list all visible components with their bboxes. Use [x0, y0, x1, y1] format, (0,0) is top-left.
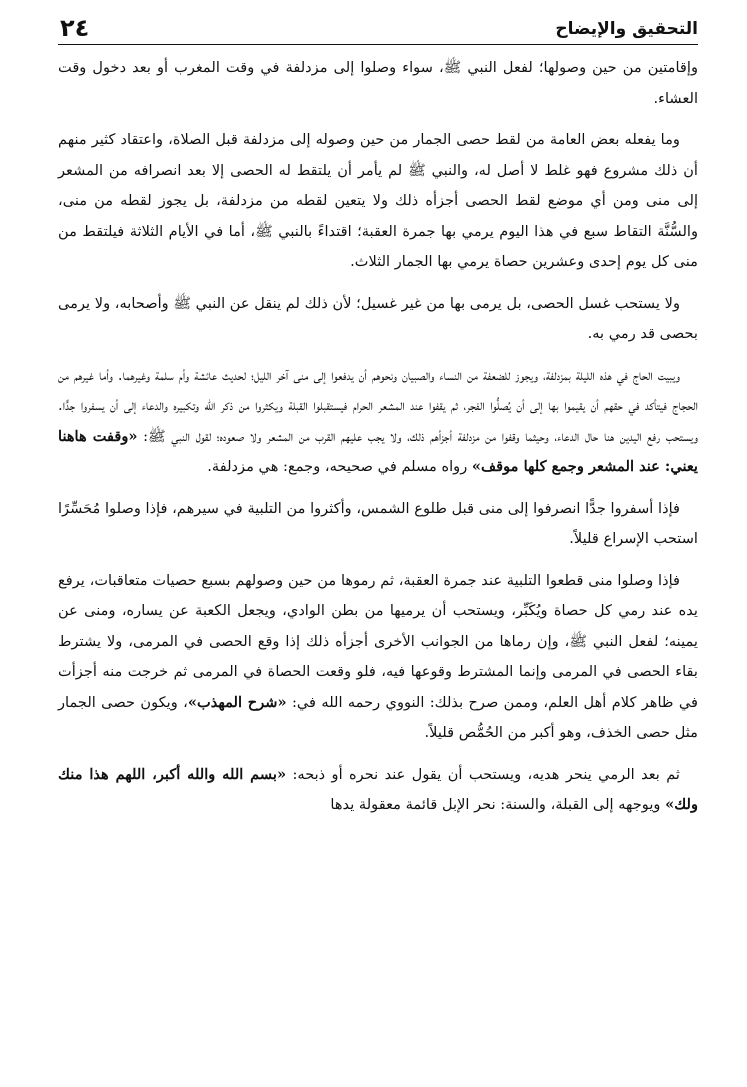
book-title: «شرح المهذب»: [187, 693, 287, 711]
paragraph-text: وما يفعله بعض العامة من لقط حصى الجمار من حين وصوله إلى مزدلفة قبل الصلاة، واعتقاد كثير منهم أن ذلك مشروع فهو غلط لا أصل له، والنبي ﷺ لم يأمر أن يلتقط له الحصى إلا بعد انصرافه من المشعر إلى منى ومن أي موضع لقط الحصى أجزأه ذلك ولا يتعين لقطه من مزدلفة، بل يجوز لقطه من منى، والسُّنَّة التقاط سبع في هذا اليوم يرمي بها جمرة العقبة؛ اقتداءً بالنبي ﷺ، أما في الأيام الثلاثة فيلتقط من منى كل يوم إحدى وعشرين حصاة يرمي بها الجمار الثلاث.: [58, 131, 698, 270]
paragraph-5: [58, 494, 698, 555]
paragraph-text: ثم بعد الرمي ينحر هديه، ويستحب أن يقول عند نحره أو ذبحه:: [286, 765, 680, 783]
paragraph-6: [58, 566, 698, 749]
paragraph-1: [58, 53, 698, 114]
hadith-quote: «وقفت هاهنا يعني: عند المشعر وجمع كلها موقف»: [58, 427, 698, 475]
page-number: ٢٤: [60, 14, 90, 42]
paragraph-text: رواه مسلم في صحيحه، وجمع: هي مزدلفة.: [207, 458, 472, 475]
page-header: [58, 14, 698, 45]
paragraph-text: ويوجهه إلى القبلة، والسنة: نحر الإبل قائمة معقولة يدها: [330, 796, 666, 813]
paragraph-7: [58, 760, 698, 821]
paragraph-text: ، ويكون حصى الجمار مثل حصى الخذف، وهو أكبر من الحُمُّص قليلاً.: [58, 693, 698, 741]
paragraph-text: ويبيت الحاج في هذه الليلة بمزدلفة، ويجوز للضعفة من النساء والصبيان ونحوهم أن يدفعوا إلى منى آخر الليل؛ لحديث عائشة وأم سلمة وغيرهما. وأما غيرهم من الحجاج فيتأكد في حقهم أن يقيموا بها إلى أن يُصلُّوا الفجر، ثم يقفوا عند المشعر الحرام فيستقبلوا القبلة ويكثروا من ذكر الله وتكبيره والدعاء إلى أن يسفروا جدًّا. ويستحب رفع اليدين هنا حال الدعاء، وحيثما وقفوا من مزدلفة أجزأهم ذلك، ولا يجب عليهم القرب من المشعر ولا صعوده؛ لقول النبي ﷺ:: [58, 366, 698, 445]
paragraph-2: [58, 125, 698, 278]
document-page: [58, 14, 698, 1074]
supplication-quote: «بسم الله والله أكبر، اللهم هذا منك ولك»: [58, 765, 698, 813]
paragraph-text: وإقامتين من حين وصولها؛ لفعل النبي ﷺ، سواء وصلوا إلى مزدلفة في وقت المغرب أو بعد دخول وقت العشاء.: [58, 59, 698, 107]
paragraph-text: فإذا وصلوا منى قطعوا التلبية عند جمرة العقبة، ثم رموها من حين وصولهم بسبع حصيات متعاقبات، يرفع يده عند رمي كل حصاة ويُكَبِّر، ويستحب أن يرميها من بطن الوادي، ويجعل الكعبة عن يساره، ومنى عن يمينه؛ لفعل النبي ﷺ، وإن رماها من الجوانب الأخرى أجزأه ذلك إذا وقع الحصى في المرمى، ولا يشترط بقاء الحصى في المرمى وإنما المشترط وقوعها فيه، فلو وقعت الحصاة في المرمى ثم خرجت منه أجزأت في ظاهر كلام أهل العلم، وممن صرح بذلك: النووي رحمه الله في:: [58, 571, 699, 711]
paragraph-4: [58, 361, 698, 483]
paragraph-text: فإذا أسفروا جدًّا انصرفوا إلى منى قبل طلوع الشمس، وأكثروا من التلبية في سيرهم، فإذا وصلوا مُحَسِّرًا استحب الإسراع قليلاً.: [58, 499, 698, 547]
body-text: [58, 53, 698, 821]
running-title: التحقيق والإيضاح: [555, 19, 698, 39]
paragraph-3: [58, 289, 698, 350]
paragraph-text: ولا يستحب غسل الحصى، بل يرمى بها من غير غسيل؛ لأن ذلك لم ينقل عن النبي ﷺ وأصحابه، ولا يرمى بحصى قد رمي به.: [58, 294, 698, 342]
